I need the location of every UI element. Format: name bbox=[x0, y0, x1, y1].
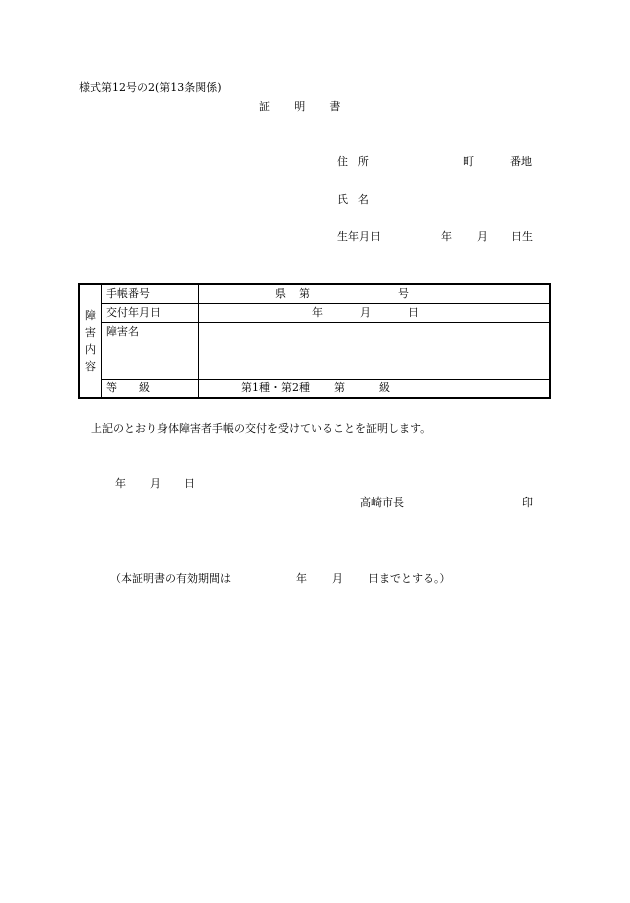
birth-year: 年 bbox=[441, 230, 452, 243]
birth-label: 生年月日 bbox=[337, 230, 381, 243]
certification-statement: 上記のとおり身体障害者手帳の交付を受けていることを証明します。 bbox=[91, 422, 432, 435]
address-town: 町 bbox=[463, 155, 474, 168]
disability-name-label: 障害名 bbox=[102, 322, 199, 379]
issue-year: 年 bbox=[312, 305, 323, 319]
notebook-number-value[interactable] bbox=[199, 284, 551, 303]
grade-value[interactable] bbox=[199, 379, 551, 398]
issue-date-label: 交付年月日 bbox=[102, 303, 199, 322]
issue-day: 日 bbox=[408, 305, 419, 319]
notebook-no-prefix: 第 bbox=[299, 286, 310, 300]
disability-details-table bbox=[78, 283, 551, 399]
address-label: 住所 bbox=[337, 155, 379, 168]
seal-mark: 印 bbox=[522, 496, 533, 509]
birth-day: 日生 bbox=[511, 230, 533, 243]
disability-content-label: 障 害 内 容 bbox=[79, 284, 102, 398]
notebook-number-label: 手帳番号 bbox=[102, 284, 199, 303]
date-month: 月 bbox=[150, 477, 161, 490]
validity-suffix: 日までとする。） bbox=[368, 572, 451, 585]
notebook-no-suffix: 号 bbox=[398, 286, 409, 300]
issue-month: 月 bbox=[360, 305, 371, 319]
validity-prefix: （本証明書の有効期間は bbox=[110, 572, 231, 585]
address-lot: 番地 bbox=[510, 155, 532, 168]
form-number: 様式第12号の2(第13条関係) bbox=[79, 81, 222, 94]
issue-date-value[interactable] bbox=[199, 303, 551, 322]
issuer-name: 高崎市長 bbox=[360, 496, 404, 509]
notebook-prefecture: 県 bbox=[275, 286, 286, 300]
date-day: 日 bbox=[184, 477, 195, 490]
validity-year: 年 bbox=[296, 572, 307, 585]
name-label: 氏名 bbox=[337, 193, 379, 206]
validity-month: 月 bbox=[332, 572, 343, 585]
grade-label: 等級 bbox=[102, 379, 199, 398]
grade-type: 第1種・第2種 bbox=[241, 381, 310, 395]
grade-no-suffix: 級 bbox=[379, 381, 390, 395]
document-title: 証明書 bbox=[259, 100, 365, 113]
grade-no-prefix: 第 bbox=[334, 381, 345, 395]
date-year: 年 bbox=[115, 477, 126, 490]
disability-name-value[interactable] bbox=[199, 322, 551, 379]
birth-month: 月 bbox=[477, 230, 488, 243]
